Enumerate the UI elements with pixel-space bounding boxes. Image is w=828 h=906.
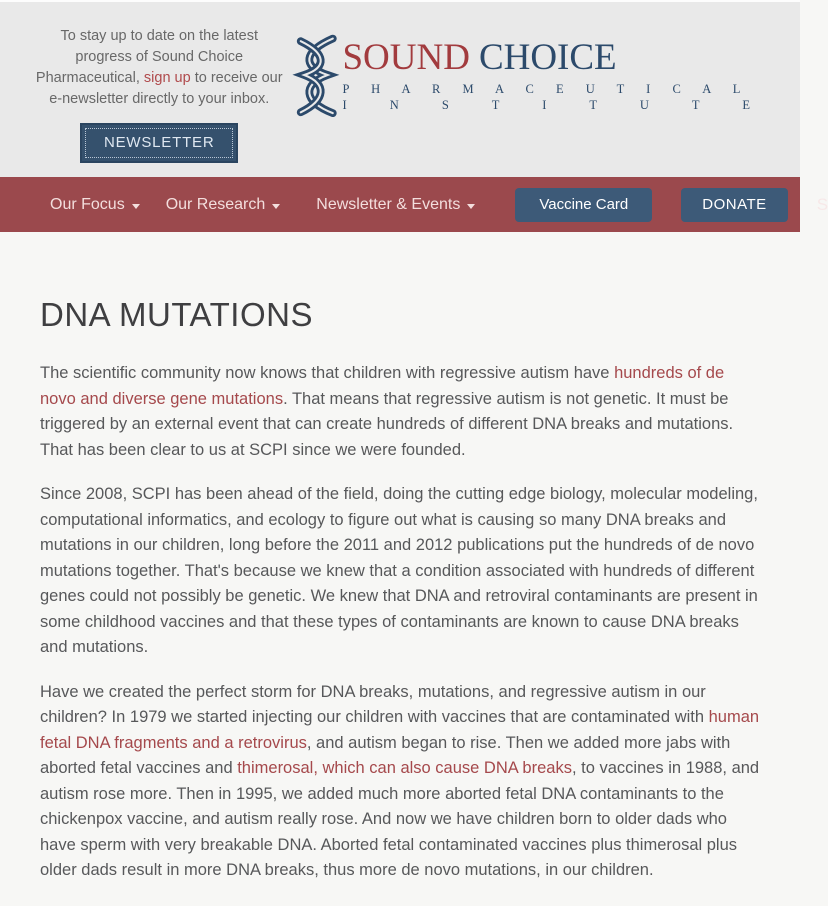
sign-up-link[interactable]: sign up: [143, 70, 191, 86]
newsletter-note: [32, 26, 286, 110]
paragraph-text: , and autism began to rise. Then we added more jabs with aborted fetal vaccines and: [40, 733, 731, 777]
nav-item-our-research[interactable]: [166, 196, 281, 214]
newsletter-button[interactable]: NEWSLETTER: [80, 123, 239, 163]
newsletter-note-text: To stay up to date on the latest progress of Sound Choice Pharmaceutical,: [35, 28, 258, 86]
nav-item-newsletter-events[interactable]: [316, 196, 475, 214]
chevron-down-icon: [132, 204, 140, 209]
mutations-link[interactable]: hundreds of de novo and diverse gene mutations: [40, 364, 725, 408]
newsletter-note-text: to receive our e-newsletter directly to your inbox.: [49, 70, 283, 107]
nav-item-label: Our Focus: [50, 195, 125, 213]
logo-title: [342, 36, 770, 78]
paragraph-text: The scientific community now knows that children with regressive autism have: [40, 364, 615, 382]
donate-button[interactable]: DONATE: [681, 188, 787, 222]
paragraph-text: Have we created the perfect storm for DNA breaks, mutations, and regressive autism in our children? In 1979 we started injecting our children with vaccines that are contaminated with: [40, 682, 709, 726]
nav-item-clipped[interactable]: S: [816, 194, 828, 214]
fetal-dna-retrovirus-link[interactable]: human fetal DNA fragments and a retrovirus: [40, 708, 760, 752]
site-logo[interactable]: [286, 30, 770, 120]
paragraph-text: . That means that regressive autism is not genetic. It must be triggered by an external event that can create hundreds of different DNA breaks and mutations. That has been clear to us at SCPI since we were founded.: [40, 389, 734, 459]
paragraph-text: , to vaccines in 1988, and autism rose more. Then in 1995, we added much more aborted fetal DNA contaminants to the chickenpox vaccine, and autism really rose. And now we have children born to older dads who have sperm with very breakable DNA. Aborted fetal contaminated vaccines plus thimerosal plus older dads result in more DNA breaks, thus more de novo mutations, in our children.: [40, 759, 760, 879]
paragraph-2: [40, 482, 760, 661]
logo-subtitle-institute: I N S T I T U T E: [342, 98, 770, 112]
article-content: [0, 232, 800, 884]
vaccine-card-button[interactable]: Vaccine Card: [515, 188, 652, 222]
newsletter-signup-block: [32, 26, 286, 163]
paragraph-text: Since 2008, SCPI has been ahead of the field, doing the cutting edge biology, molecular modeling, computational informatics, and ecology to figure out what is causing so many DNA breaks and mutations in our children, long before the 2011 and 2012 publications put the hundreds of de novo mutations together. That's because we knew that a condition associated with hundreds of different genes could not possibly be genetic. We knew that DNA and retroviral contaminants are present in some childhood vaccines and that these types of contaminants are known to cause DNA breaks and mutations.: [40, 485, 758, 656]
paragraph-3: [40, 680, 760, 884]
nav-item-our-focus[interactable]: [50, 196, 140, 214]
page-title: DNA MUTATIONS: [40, 296, 313, 333]
dna-helix-icon: [286, 30, 338, 120]
chevron-down-icon: [467, 204, 475, 209]
thimerosal-link[interactable]: thimerosal, which can also cause DNA breaks: [237, 759, 572, 777]
chevron-down-icon: [272, 204, 280, 209]
nav-item-label: Our Research: [165, 195, 266, 213]
logo-word-sound: SOUND: [342, 36, 470, 78]
nav-item-label: Newsletter & Events: [316, 195, 461, 213]
top-header: [0, 0, 800, 177]
paragraph-1: [40, 361, 760, 463]
logo-wordmark: [342, 36, 770, 112]
logo-word-choice: CHOICE: [478, 36, 617, 78]
main-navbar: [0, 177, 828, 232]
logo-subtitle-pharmaceutical: P H A R M A C E U T I C A L: [342, 81, 750, 96]
